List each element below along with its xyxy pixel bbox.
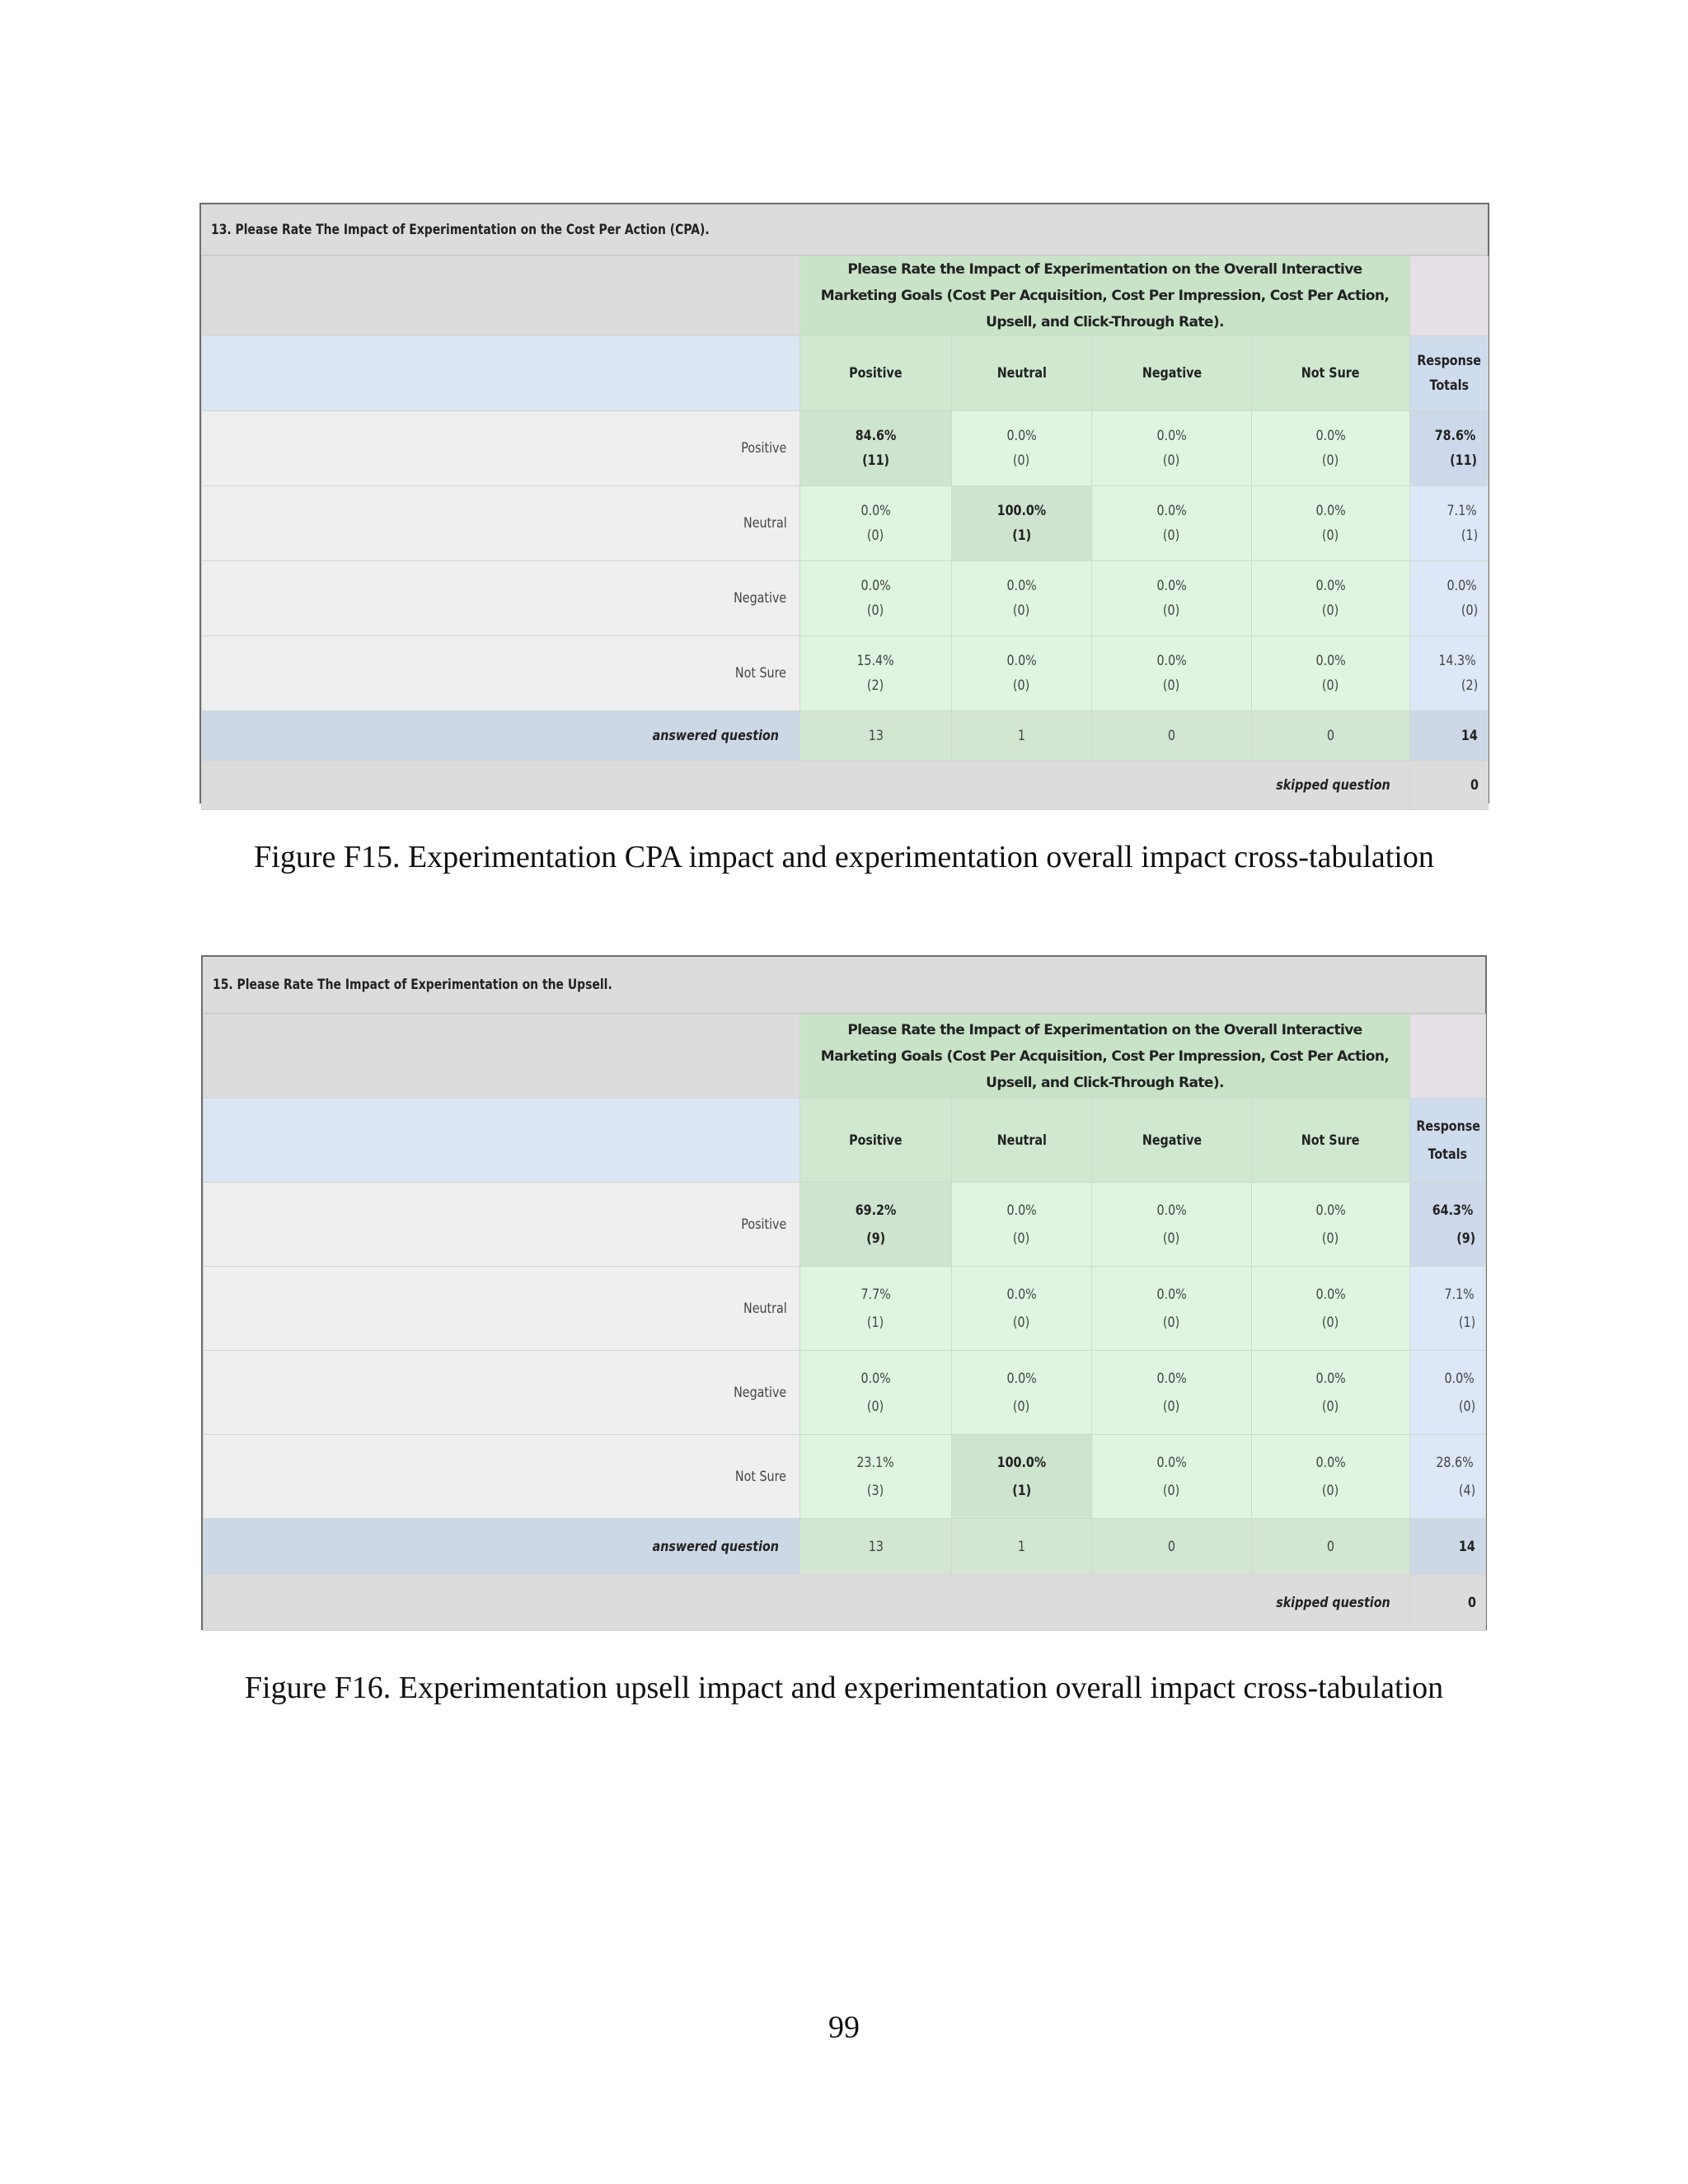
figure-caption: Figure F15. Experimentation CPA impact and experimentation overall impact cross-tabulation	[254, 840, 1434, 874]
answered-count: 0	[1252, 711, 1410, 761]
column-header-neutral: Neutral	[952, 336, 1092, 411]
row-total: 0.0% (0)	[1410, 561, 1489, 636]
answered-count: 0	[1092, 1519, 1252, 1575]
data-cell: 0.0% (0)	[1252, 1183, 1410, 1267]
skipped-label: skipped question	[204, 1575, 1410, 1631]
column-header-negative: Negative	[1092, 336, 1252, 411]
table-row	[202, 411, 1489, 486]
figure-caption: Figure F16. Experimentation upsell impact and experimentation overall impact cross-tabulation	[244, 1671, 1444, 1705]
row-total: 7.1% (1)	[1410, 486, 1489, 561]
answered-label: answered question	[202, 711, 800, 761]
data-cell: 0.0% (0)	[800, 486, 952, 561]
data-cell: 0.0% (0)	[952, 561, 1092, 636]
row-label: Positive	[202, 411, 800, 486]
row-total: 78.6% (11)	[1410, 411, 1489, 486]
data-cell: 0.0% (0)	[1252, 1351, 1410, 1435]
data-cell: 0.0% (0)	[1252, 411, 1410, 486]
column-header-response-totals: Response Totals	[1410, 336, 1489, 411]
column-header-neutral: Neutral	[952, 1099, 1092, 1183]
data-cell: 0.0% (0)	[1252, 636, 1410, 711]
data-cell: 0.0% (0)	[1092, 411, 1252, 486]
data-cell: 15.4% (2)	[800, 636, 952, 711]
row-total: 0.0% (0)	[1410, 1351, 1486, 1435]
data-cell: 69.2% (9)	[800, 1183, 952, 1267]
column-header-not-sure: Not Sure	[1252, 336, 1410, 411]
skipped-label: skipped question	[202, 761, 1410, 810]
header-corner	[1410, 1015, 1486, 1099]
answered-row	[204, 1519, 1486, 1575]
skipped-row	[204, 1575, 1486, 1631]
row-label: Negative	[204, 1351, 800, 1435]
crosstab-f16	[201, 955, 1487, 1630]
answered-total: 14	[1410, 1519, 1486, 1575]
row-label: Not Sure	[204, 1435, 800, 1519]
row-label: Neutral	[202, 486, 800, 561]
data-cell: 0.0% (0)	[952, 1351, 1092, 1435]
row-label: Not Sure	[202, 636, 800, 711]
column-header-response-totals: Response Totals	[1410, 1099, 1486, 1183]
data-cell: 23.1% (3)	[800, 1435, 952, 1519]
answered-count: 13	[800, 1519, 952, 1575]
column-header-negative: Negative	[1092, 1099, 1252, 1183]
question-title: 13. Please Rate The Impact of Experimentation on the Cost Per Action (CPA).	[201, 204, 1488, 255]
table-row	[202, 561, 1489, 636]
answered-label: answered question	[204, 1519, 800, 1575]
data-cell: 0.0% (0)	[1252, 486, 1410, 561]
data-cell: 0.0% (0)	[952, 411, 1092, 486]
column-header-positive: Positive	[800, 1099, 952, 1183]
data-cell: 0.0% (0)	[1092, 1183, 1252, 1267]
column-group-header: Please Rate the Impact of Experimentation on the Overall Interactive Marketing Goals (Cost Per Acquisition, Cost Per Impression, Cost Per Action, Upsell, and Click-Through Rate).	[800, 1015, 1410, 1099]
column-header-not-sure: Not Sure	[1252, 1099, 1410, 1183]
row-total: 64.3% (9)	[1410, 1183, 1486, 1267]
data-cell: 0.0% (0)	[1252, 1267, 1410, 1351]
data-cell: 0.0% (0)	[1092, 1435, 1252, 1519]
row-total: 28.6% (4)	[1410, 1435, 1486, 1519]
subheader-blank	[204, 1099, 800, 1183]
page-number: 99	[828, 2010, 860, 2045]
table-row	[202, 636, 1489, 711]
answered-count: 1	[952, 1519, 1092, 1575]
row-total: 14.3% (2)	[1410, 636, 1489, 711]
row-label: Positive	[204, 1183, 800, 1267]
header-blank	[204, 1015, 800, 1099]
crosstab-grid	[203, 1014, 1486, 1631]
question-title: 15. Please Rate The Impact of Experimentation on the Upsell.	[203, 957, 1485, 1014]
table-row	[202, 486, 1489, 561]
data-cell: 100.0% (1)	[952, 1435, 1092, 1519]
column-group-header: Please Rate the Impact of Experimentation on the Overall Interactive Marketing Goals (Cost Per Acquisition, Cost Per Impression, Cost Per Action, Upsell, and Click-Through Rate).	[800, 256, 1410, 336]
crosstab-f15	[199, 203, 1489, 804]
table-row	[204, 1435, 1486, 1519]
data-cell: 0.0% (0)	[800, 561, 952, 636]
table-row	[204, 1351, 1486, 1435]
header-corner	[1410, 256, 1489, 336]
data-cell: 0.0% (0)	[1252, 1435, 1410, 1519]
data-cell: 0.0% (0)	[1092, 1267, 1252, 1351]
row-label: Neutral	[204, 1267, 800, 1351]
answered-count: 1	[952, 711, 1092, 761]
column-header-positive: Positive	[800, 336, 952, 411]
data-cell: 100.0% (1)	[952, 486, 1092, 561]
table-row	[204, 1267, 1486, 1351]
answered-count: 0	[1252, 1519, 1410, 1575]
crosstab-grid	[201, 255, 1489, 810]
data-cell: 0.0% (0)	[800, 1351, 952, 1435]
answered-count: 0	[1092, 711, 1252, 761]
data-cell: 0.0% (0)	[952, 1267, 1092, 1351]
data-cell: 84.6% (11)	[800, 411, 952, 486]
skipped-total: 0	[1410, 761, 1489, 810]
data-cell: 0.0% (0)	[952, 1183, 1092, 1267]
skipped-row	[202, 761, 1489, 810]
row-total: 7.1% (1)	[1410, 1267, 1486, 1351]
data-cell: 0.0% (0)	[1092, 486, 1252, 561]
data-cell: 0.0% (0)	[1092, 1351, 1252, 1435]
answered-total: 14	[1410, 711, 1489, 761]
data-cell: 7.7% (1)	[800, 1267, 952, 1351]
table-row	[204, 1183, 1486, 1267]
answered-row	[202, 711, 1489, 761]
data-cell: 0.0% (0)	[1092, 636, 1252, 711]
subheader-blank	[202, 336, 800, 411]
skipped-total: 0	[1410, 1575, 1486, 1631]
answered-count: 13	[800, 711, 952, 761]
header-blank	[202, 256, 800, 336]
data-cell: 0.0% (0)	[1252, 561, 1410, 636]
data-cell: 0.0% (0)	[952, 636, 1092, 711]
data-cell: 0.0% (0)	[1092, 561, 1252, 636]
row-label: Negative	[202, 561, 800, 636]
